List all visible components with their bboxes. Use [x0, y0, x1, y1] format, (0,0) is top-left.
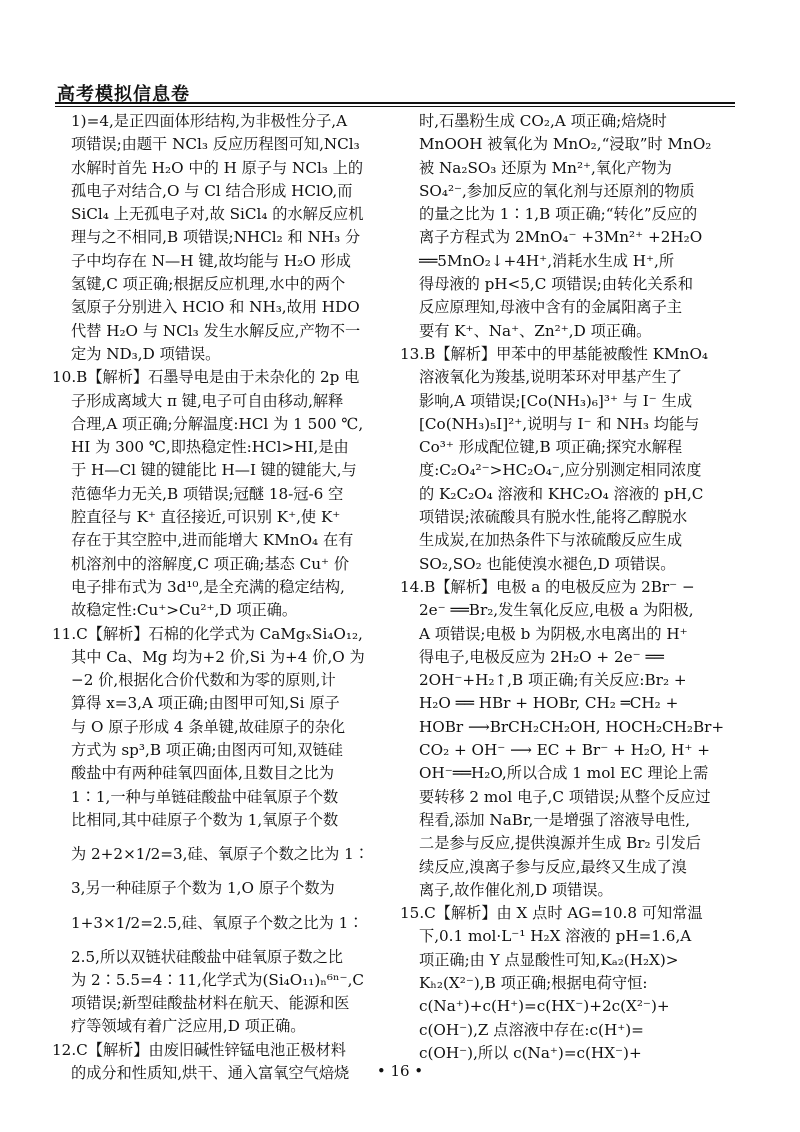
text-line: 度:C₂O₄²⁻>HC₂O₄⁻,应分别测定相同浓度: [419, 461, 702, 480]
text-line: 子中均存在 N—H 键,故均能与 H₂O 形成: [71, 251, 351, 270]
text-line: 项错误;新型硅酸盐材料在航天、能源和医: [71, 994, 350, 1013]
text-line: c(Na⁺)+c(H⁺)=c(HX⁻)+2c(X²⁻)+: [419, 997, 670, 1016]
text-line: MnOOH 被氧化为 MnO₂,“浸取”时 MnO₂: [419, 135, 712, 154]
text-line: Kₕ₂(X²⁻),B 项正确;根据电荷守恒:: [419, 973, 648, 992]
text-line: 2.5,所以双链状硅酸盐中硅氧原子数之比: [71, 947, 343, 966]
text-line: −2 价,根据化合价代数和为零的原则,计: [71, 671, 336, 690]
text-line: 得母液的 pH<5,C 项错误;由转化关系和: [419, 275, 694, 294]
text-line: 14.B【解析】电极 a 的电极反应为 2Br⁻ −: [400, 577, 695, 596]
header-rule-thin: [55, 106, 735, 107]
page-number: • 16 •: [376, 1062, 424, 1080]
text-line: 比相同,其中硅原子个数为 1,氧原子个数: [71, 810, 339, 829]
text-line: 氢键,C 项正确;根据反应机理,水中的两个: [71, 275, 346, 294]
text-line: 溶液氧化为羧基,说明苯环对甲基产生了: [419, 368, 683, 387]
text-line: 于 H—Cl 键的键能比 H—I 键的键能大,与: [71, 461, 357, 480]
text-line: HOBr ⟶BrCH₂CH₂OH, HOCH₂CH₂Br+: [419, 717, 725, 736]
text-line: 项错误;浓硫酸具有脱水性,能将乙醇脱水: [419, 508, 688, 527]
text-line: ══5MnO₂↓+4H⁺,消耗水生成 H⁺,所: [419, 251, 675, 270]
text-line: c(OH⁻),所以 c(Na⁺)=c(HX⁻)+: [419, 1043, 642, 1062]
header-rule-thick: [55, 102, 735, 104]
text-line: 离子,故作催化剂,D 项错误。: [419, 880, 613, 899]
text-line: 算得 x=3,A 项正确;由图甲可知,Si 原子: [71, 694, 340, 713]
text-line: 代替 H₂O 与 NCl₃ 发生水解反应,产物不一: [71, 321, 361, 340]
text-line: 的量之比为 1∶1,B 项正确;“转化”反应的: [419, 205, 698, 224]
text-line: 被 Na₂SO₃ 还原为 Mn²⁺,氧化产物为: [419, 158, 672, 177]
text-line: 2OH⁻+H₂↑,B 项正确;有关反应:Br₂ +: [419, 671, 687, 690]
text-line: 水解时首先 H₂O 中的 H 原子与 NCl₃ 上的: [71, 158, 364, 177]
text-line: 1+3×1/2=2.5,硅、氧原子个数之比为 1∶: [71, 913, 364, 932]
text-line: 程看,添加 NaBr,一是增强了溶液导电性,: [419, 810, 691, 829]
text-line: Co³⁺ 形成配位键,B 项正确;探究水解程: [419, 438, 683, 457]
text-line: 得电子,电极反应为 2H₂O + 2e⁻ ══: [419, 647, 664, 666]
text-line: 二是参与反应,提供溴源并生成 Br₂ 引发后: [419, 834, 701, 853]
text-line: 离子方程式为 2MnO₄⁻ +3Mn²⁺ +2H₂O: [419, 228, 703, 247]
text-line: 时,石墨粉生成 CO₂,A 项正确;焙烧时: [419, 112, 667, 130]
text-line: 为 2∶5.5=4∶11,化学式为(Si₄O₁₁)ₙ⁶ⁿ⁻,C: [71, 970, 365, 989]
text-line: 要有 K⁺、Na⁺、Zn²⁺,D 项正确。: [419, 321, 652, 340]
text-line: 酸盐中有两种硅氧四面体,且数目之比为: [71, 764, 335, 783]
text-line: c(OH⁻),Z 点溶液中存在:c(H⁺)=: [419, 1020, 644, 1039]
right-column: [400, 110, 742, 1065]
text-line: 2e⁻ ══Br₂,发生氧化反应,电极 a 为阳极,: [419, 601, 694, 620]
text-line: H₂O ══ HBr + HOBr, CH₂ ═CH₂ +: [419, 694, 679, 713]
text-line: SO₄²⁻,参加反应的氧化剂与还原剂的物质: [419, 181, 695, 200]
text-line: 电子排布式为 3d¹⁰,是全充满的稳定结构,: [71, 577, 345, 596]
text-line: 生成炭,在加热条件下与浓硫酸反应生成: [419, 531, 683, 550]
left-column: [52, 110, 390, 1085]
text-line: 影响,A 项错误;[Co(NH₃)₆]³⁺ 与 I⁻ 生成: [419, 391, 693, 410]
text-line: SO₂,SO₂ 也能使溴水褪色,D 项错误。: [419, 554, 676, 573]
text-line: 要转移 2 mol 电子,C 项错误;从整个反应过: [419, 787, 711, 806]
text-line: 项错误;由题干 NCl₃ 反应历程图可知,NCl₃: [71, 135, 360, 154]
text-line: 为 2+2×1/2=3,硅、氧原子个数之比为 1∶: [71, 845, 370, 864]
text-line: OH⁻══H₂O,所以合成 1 mol EC 理论上需: [419, 764, 709, 783]
text-line: 机溶剂中的溶解度,C 项正确;基态 Cu⁺ 价: [71, 554, 350, 573]
text-line: 13.B【解析】甲苯中的甲基能被酸性 KMnO₄: [400, 344, 708, 363]
text-line: 腔直径与 K⁺ 直径接近,可识别 K⁺,使 K⁺: [71, 508, 341, 527]
text-line: 的 K₂C₂O₄ 溶液和 KHC₂O₄ 溶液的 pH,C: [419, 484, 704, 503]
text-line: 方式为 sp³,B 项正确;由图丙可知,双链硅: [71, 741, 343, 760]
text-line: 3,另一种硅原子个数为 1,O 原子个数为: [71, 879, 335, 898]
text-line: CO₂ + OH⁻ ⟶ EC + Br⁻ + H₂O, H⁺ +: [419, 741, 710, 760]
text-line: HI 为 300 ℃,即热稳定性:HCl>HI,是由: [71, 438, 349, 457]
text-line: 项正确;由 Y 点显酸性可知,Kₐ₂(H₂X)>: [419, 950, 679, 969]
text-line: 10.B【解析】石墨导电是由于未杂化的 2p 电: [52, 368, 360, 387]
text-line: 与 O 原子形成 4 条单键,故硅原子的杂化: [71, 717, 346, 736]
text-line: [Co(NH₃)₅I]²⁺,说明与 I⁻ 和 NH₃ 均能与: [419, 414, 700, 433]
text-line: 存在于其空腔中,进而能增大 KMnO₄ 在有: [71, 531, 354, 550]
text-line: 故稳定性:Cu⁺>Cu²⁺,D 项正确。: [71, 601, 298, 620]
text-line: 范德华力无关,B 项错误;冠醚 18-冠-6 空: [71, 484, 344, 503]
text-line: A 项错误;电极 b 为阴极,水电离出的 H⁺: [419, 624, 688, 643]
text-line: 理与之不相同,B 项错误;NHCl₂ 和 NH₃ 分: [71, 228, 361, 247]
text-line: 的成分和性质知,烘干、通入富氧空气焙烧: [71, 1063, 350, 1082]
text-line: 11.C【解析】石棉的化学式为 CaMgₓSi₄O₁₂,: [52, 624, 363, 643]
text-line: 疗等领域有着广泛应用,D 项正确。: [71, 1017, 306, 1036]
text-line: 反应原理知,母液中含有的金属阳离子主: [419, 298, 683, 317]
text-line: 子形成离域大 π 键,电子可自由移动,解释: [71, 391, 344, 410]
text-line: 孤电子对结合,O 与 Cl 结合形成 HClO,而: [71, 181, 353, 200]
text-line: 1)=4,是正四面体形结构,为非极性分子,A: [71, 112, 348, 130]
page-header-title: 高考模拟信息卷: [57, 84, 190, 105]
text-line: 1∶1,一种与单链硅酸盐中硅氧原子个数: [71, 787, 339, 806]
text-line: 其中 Ca、Mg 均为+2 价,Si 为+4 价,O 为: [71, 647, 365, 666]
text-line: 氢原子分别进入 HClO 和 NH₃,故用 HDO: [71, 298, 360, 317]
text-line: 定为 ND₃,D 项错误。: [71, 344, 221, 363]
text-line: 下,0.1 mol·L⁻¹ H₂X 溶液的 pH=1.6,A: [419, 927, 692, 946]
text-line: 续反应,溴离子参与反应,最终又生成了溴: [419, 857, 687, 876]
text-line: 15.C【解析】由 X 点时 AG=10.8 可知常温: [400, 904, 703, 923]
text-line: SiCl₄ 上无孤电子对,故 SiCl₄ 的水解反应机: [71, 205, 364, 224]
text-line: 12.C【解析】由废旧碱性锌锰电池正极材料: [52, 1040, 346, 1059]
text-line: 合理,A 项正确;分解温度:HCl 为 1 500 ℃,: [71, 414, 364, 433]
